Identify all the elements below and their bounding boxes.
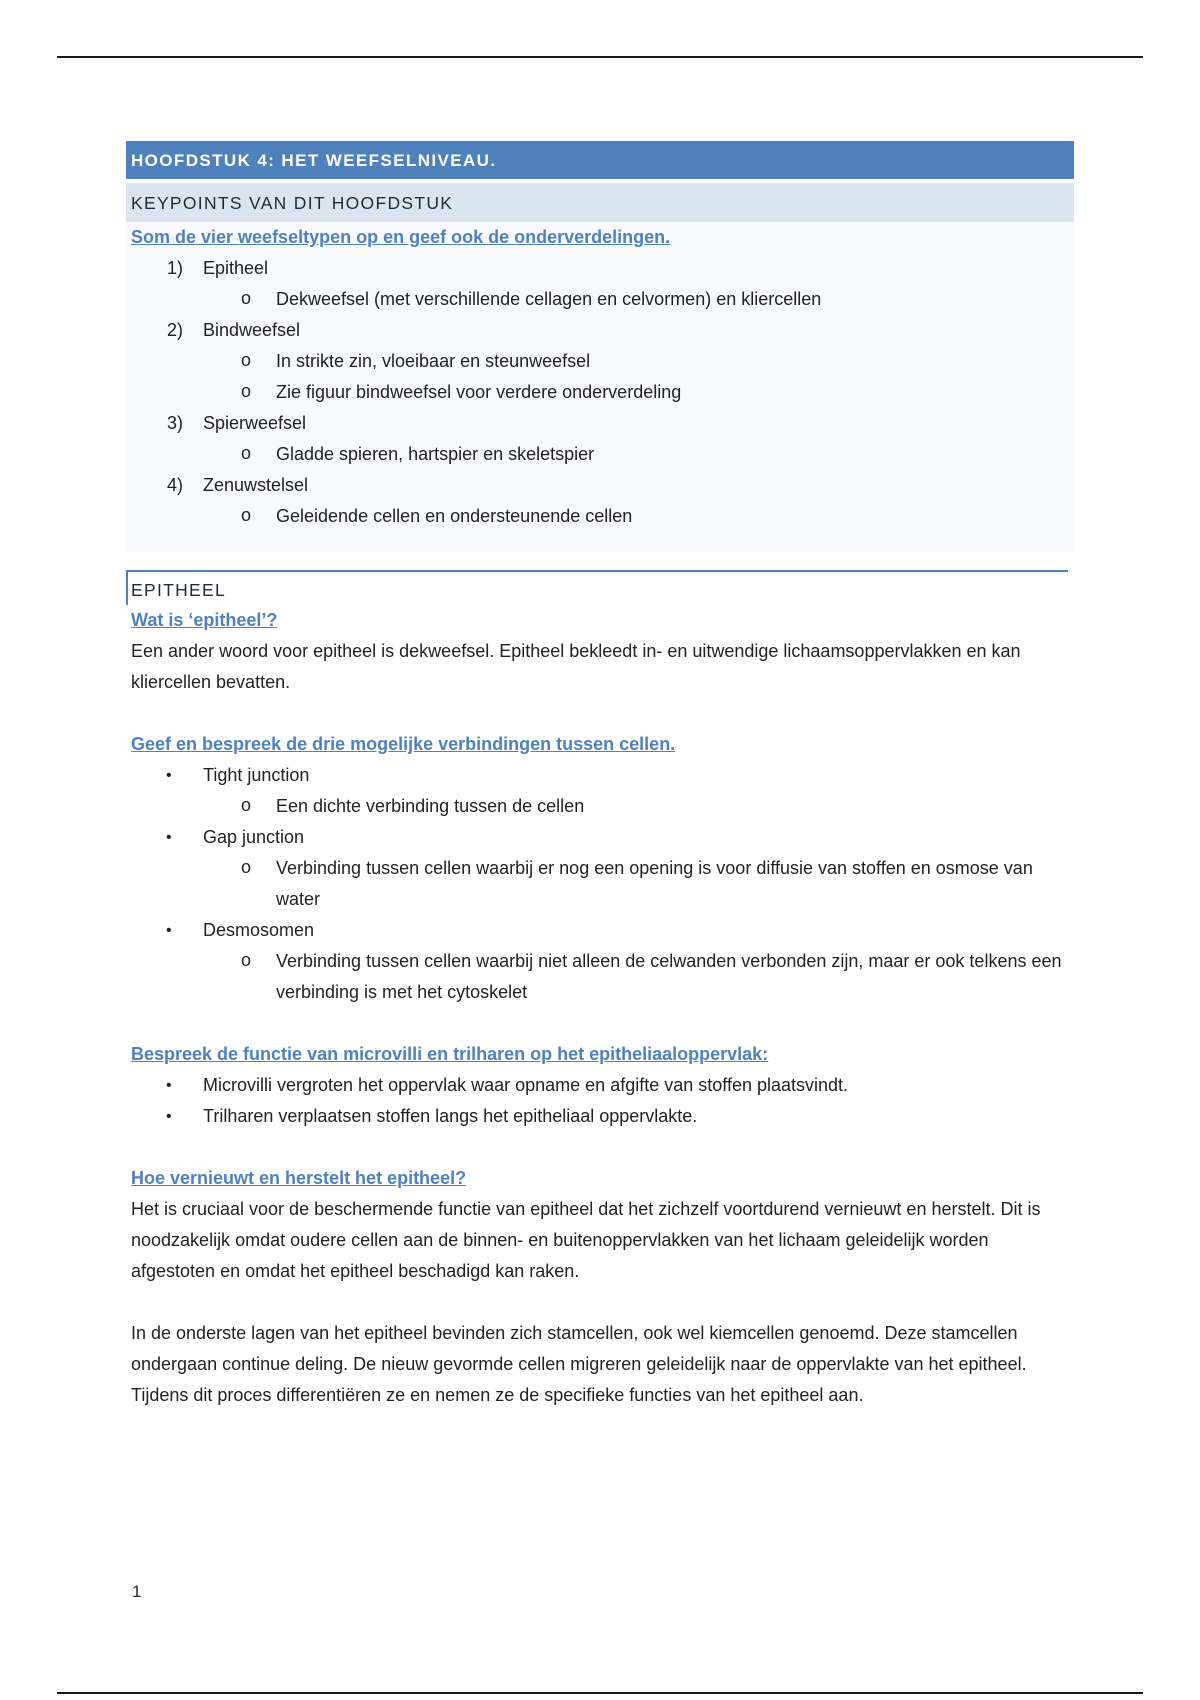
section-heading-epitheel: EPITHEEL	[126, 570, 1068, 605]
list-item	[126, 822, 1074, 853]
list-number: 2)	[167, 320, 184, 340]
sub-bullet: o	[241, 505, 252, 525]
list-item-label: Bindweefsel	[203, 320, 301, 340]
list-item	[126, 915, 1074, 946]
list-item-label: Epitheel	[203, 258, 269, 278]
sub-list-item-text: Verbinding tussen cellen waarbij niet alleen de celwanden verbonden zijn, maar er ook telkens een verbinding is met het cytoskelet	[276, 951, 1062, 1002]
sub-list-item	[126, 377, 1074, 408]
question-heading: Geef en bespreek de drie mogelijke verbindingen tussen cellen.	[131, 734, 676, 754]
sub-list-item-text: Een dichte verbinding tussen de cellen	[276, 796, 585, 816]
sub-bullet: o	[241, 381, 252, 401]
spacer	[126, 698, 1074, 729]
question-heading: Hoe vernieuwt en herstelt het epitheel?	[131, 1168, 467, 1188]
list-item-label: Spierweefsel	[203, 413, 307, 433]
sub-bullet: o	[241, 443, 252, 463]
list-number: 4)	[167, 475, 184, 495]
spacer	[126, 1132, 1074, 1163]
keypoints-section	[126, 183, 1074, 552]
list-item-label: Desmosomen	[203, 920, 315, 940]
bullet: •	[166, 1108, 172, 1125]
question-heading: Wat is ‘epitheel’?	[131, 610, 278, 630]
page-number: 1	[132, 1582, 142, 1601]
list-number: 3)	[167, 413, 184, 433]
list-item-text: Trilharen verplaatsen stoffen langs het epitheliaal oppervlakte.	[203, 1106, 698, 1126]
sub-bullet: o	[241, 857, 252, 877]
answer-paragraph: In de onderste lagen van het epitheel bevinden zich stamcellen, ook wel kiemcellen genoemd. Deze stamcellen ondergaan continue deling. De nieuw gevormde cellen migreren geleidelijk naar de oppervlakte van het epitheel. Tijdens dit proces differentiëren ze en nemen ze de specifieke functies van het epitheel aan.	[131, 1323, 1027, 1405]
list-item-label: Gap junction	[203, 827, 305, 847]
list-item-label: Zenuwstelsel	[203, 475, 309, 495]
sub-bullet: o	[241, 950, 252, 970]
spacer	[126, 1287, 1074, 1318]
sub-list-item	[126, 346, 1074, 377]
list-item	[126, 470, 1074, 501]
list-item	[126, 1101, 1074, 1132]
sub-list-item-text: In strikte zin, vloeibaar en steunweefsel	[276, 351, 591, 371]
list-item	[126, 253, 1074, 284]
sub-bullet: o	[241, 288, 252, 308]
bullet: •	[166, 829, 172, 846]
list-item-text: Microvilli vergroten het oppervlak waar opname en afgifte van stoffen plaatsvindt.	[203, 1075, 849, 1095]
keypoints-title: KEYPOINTS VAN DIT HOOFDSTUK	[126, 183, 1074, 222]
answer-paragraph: Een ander woord voor epitheel is dekweefsel. Epitheel bekleedt in- en uitwendige lichaamsoppervlakken en kan kliercellen bevatten.	[131, 641, 1021, 692]
sub-bullet: o	[241, 350, 252, 370]
sub-list-item	[126, 439, 1074, 470]
sub-list-item-text: Gladde spieren, hartspier en skeletspier	[276, 444, 595, 464]
document-body	[126, 141, 1074, 1411]
chapter-title: HOOFDSTUK 4: HET WEEFSELNIVEAU.	[126, 141, 1074, 179]
list-item	[126, 315, 1074, 346]
bullet: •	[166, 767, 172, 784]
spacer	[126, 1008, 1074, 1039]
bullet: •	[166, 1077, 172, 1094]
sub-list-item-text: Dekweefsel (met verschillende cellagen en celvormen) en kliercellen	[276, 289, 822, 309]
sub-list-item	[126, 791, 1074, 822]
footer-rule	[57, 1692, 1143, 1694]
question-heading: Bespreek de functie van microvilli en trilharen op het epitheliaaloppervlak:	[131, 1044, 769, 1064]
sub-list-item	[126, 284, 1074, 315]
header-rule	[57, 56, 1143, 58]
list-item	[126, 760, 1074, 791]
sub-list-item-text: Geleidende cellen en ondersteunende cellen	[276, 506, 633, 526]
sub-bullet: o	[241, 795, 252, 815]
sub-list-item-text: Verbinding tussen cellen waarbij er nog een opening is voor diffusie van stoffen en osmose van water	[276, 858, 1033, 909]
list-item-label: Tight junction	[203, 765, 310, 785]
bullet: •	[166, 922, 172, 939]
sub-list-item	[126, 853, 1074, 915]
list-item	[126, 1070, 1074, 1101]
sub-list-item-text: Zie figuur bindweefsel voor verdere onderverdeling	[276, 382, 682, 402]
list-item	[126, 408, 1074, 439]
sub-list-item	[126, 501, 1074, 532]
list-number: 1)	[167, 258, 184, 278]
answer-paragraph: Het is cruciaal voor de beschermende functie van epitheel dat het zichzelf voortdurend vernieuwt en herstelt. Dit is noodzakelijk omdat oudere cellen aan de binnen- en buitenoppervlakken van het lichaam geleidelijk worden afgestoten en omdat het epitheel beschadigd kan raken.	[131, 1199, 1041, 1281]
sub-list-item	[126, 946, 1074, 1008]
keypoints-question: Som de vier weefseltypen op en geef ook de onderverdelingen.	[131, 227, 671, 247]
